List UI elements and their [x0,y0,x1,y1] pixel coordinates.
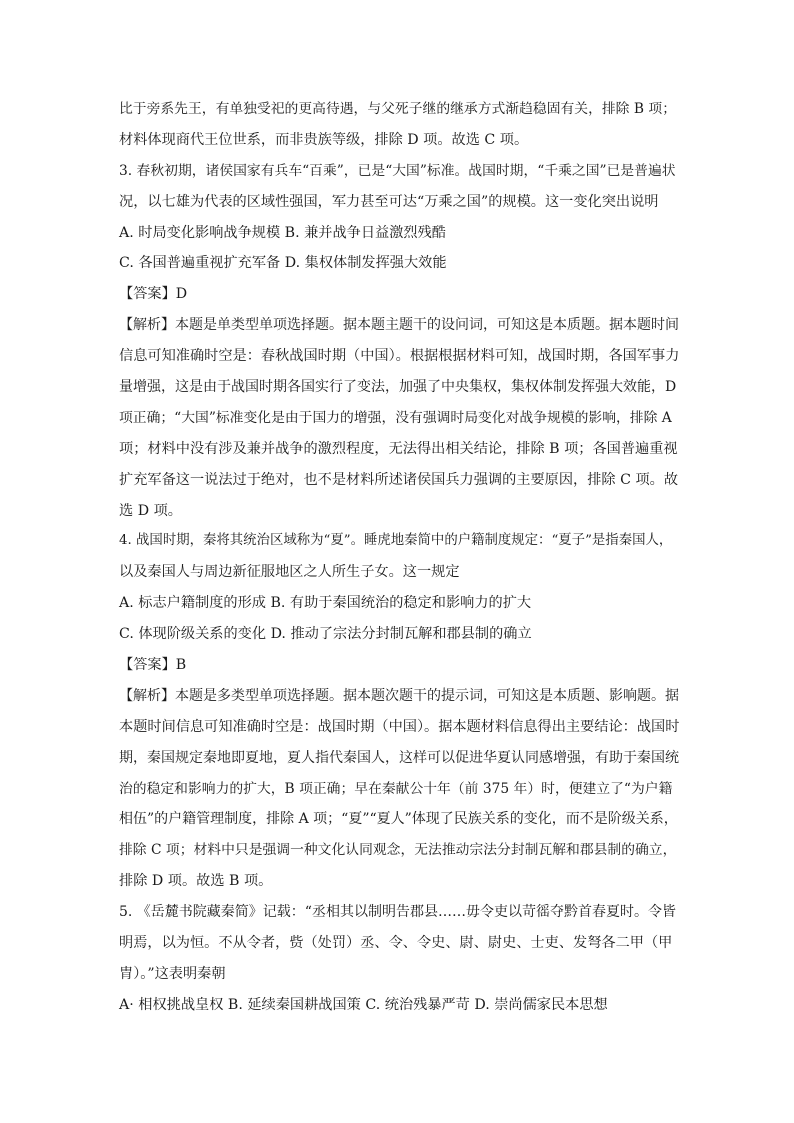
question-5-stem-line-1: 5. 《岳麓书院藏秦简》记载：“丞相其以制明告郡县……毋令吏以苛徭夺黔首春夏时。令皆 [119,904,676,921]
question-3-stem-line-2: 况，以七雄为代表的区域性强国，军力甚至可达“万乘之国”的规模。这一变化突出说明 [119,193,659,210]
question-3-options-cd: C. 各国普遍重视扩充军备 D. 集权体制发挥强大效能 [119,255,447,272]
question-4-options-cd: C. 体现阶级关系的变化 D. 推动了宗法分封制瓦解和郡县制的确立 [119,626,532,643]
question-3-stem-line-1: 3. 春秋初期，诸侯国家有兵车“百乘”，已是“大国”标准。战国时期，“千乘之国”已是普遍状 [119,162,676,179]
question-3-analysis-line-3: 量增强，这是由于战国时期各国实行了变法，加强了中央集权，集权体制发挥强大效能，D [119,379,677,396]
text-line-1: 比于旁系先王，有单独受祀的更高待遇，与父死子继的继承方式渐趋稳固有关，排除 B 项； [119,101,676,117]
text-line-2: 材料体现商代王位世系，而非贵族等级，排除 D 项。故选 C 项。 [119,131,529,148]
question-3-options-ab: A. 时局变化影响战争规模 B. 兼并战争日益激烈残酷 [119,224,446,241]
question-4-stem-line-1: 4. 战国时期，秦将其统治区域称为“夏”。睡虎地秦简中的户籍制度规定：“夏子”是指秦国人， [119,533,673,549]
question-3-analysis-line-1: 【解析】本题是单类型单项选择题。据本题主题干的设问词，可知这是本质题。据本题时间 [119,317,679,334]
question-3-analysis-line-6: 扩充军备这一说法过于绝对，也不是材料所述诸侯国兵力强调的主要原因，排除 C 项。故 [119,471,679,488]
question-4-analysis-line-3: 期，秦国规定秦地即夏地，夏人指代秦国人，这样可以促进华夏认同感增强，有助于秦国统 [119,749,679,766]
question-4-analysis-line-2: 本题时间信息可知准确时空是：战国时期（中国）。据本题材料信息得出主要结论：战国时 [119,718,680,735]
question-3-analysis-line-4: 项正确；“大国”标准变化是由于国力的增强，没有强调时局变化对战争规模的影响，排除 A [119,409,672,426]
question-4-stem-line-2: 以及秦国人与周边新征服地区之人所生子女。这一规定 [119,564,460,581]
question-4-options-ab: A. 标志户籍制度的形成 B. 有助于秦国统治的稳定和影响力的扩大 [119,595,532,612]
question-3-analysis-line-5: 项；材料中没有涉及兼并战争的激烈程度，无法得出相关结论，排除 B 项；各国普遍重视 [119,440,678,457]
question-4-analysis-line-7: 排除 D 项。故选 B 项。 [119,873,273,890]
question-4-analysis-line-5: 相伍”的户籍管理制度，排除 A 项；“夏”“夏人”体现了民族关系的变化，而不是阶级关系， [119,811,678,828]
question-5-options: A· 相权挑战皇权 B. 延续秦国耕战国策 C. 统治残暴严苛 D. 崇尚儒家民本思想 [119,996,608,1013]
document-page [119,100,679,1027]
question-5-stem-line-3: 胄）。”这表明秦朝 [119,965,226,982]
question-4-analysis-line-6: 排除 C 项；材料中只是强调一种文化认同观念，无法推动宗法分封制瓦解和郡县制的确立， [119,842,677,859]
question-4-analysis-line-4: 治的稳定和影响力的扩大，B 项正确；早在秦献公十年（前 375 年）时，便建立了“为户籍 [119,780,673,797]
question-3-analysis-line-2: 信息可知准确时空是：春秋战国时期（中国）。根据根据材料可知，战国时期，各国军事力 [119,348,680,365]
question-4-analysis-line-1: 【解析】本题是多类型单项选择题。据本题次题干的提示词，可知这是本质题、影响题。据 [119,687,679,704]
question-4-answer: 【答案】B [119,657,187,674]
question-5-stem-line-2: 明焉，以为恒。不从令者，赀（处罚）丞、令、令史、尉、尉史、士吏、发弩各二甲（甲 [119,935,673,952]
question-3-analysis-line-7: 选 D 项。 [119,502,182,519]
question-3-answer: 【答案】D [119,286,188,303]
